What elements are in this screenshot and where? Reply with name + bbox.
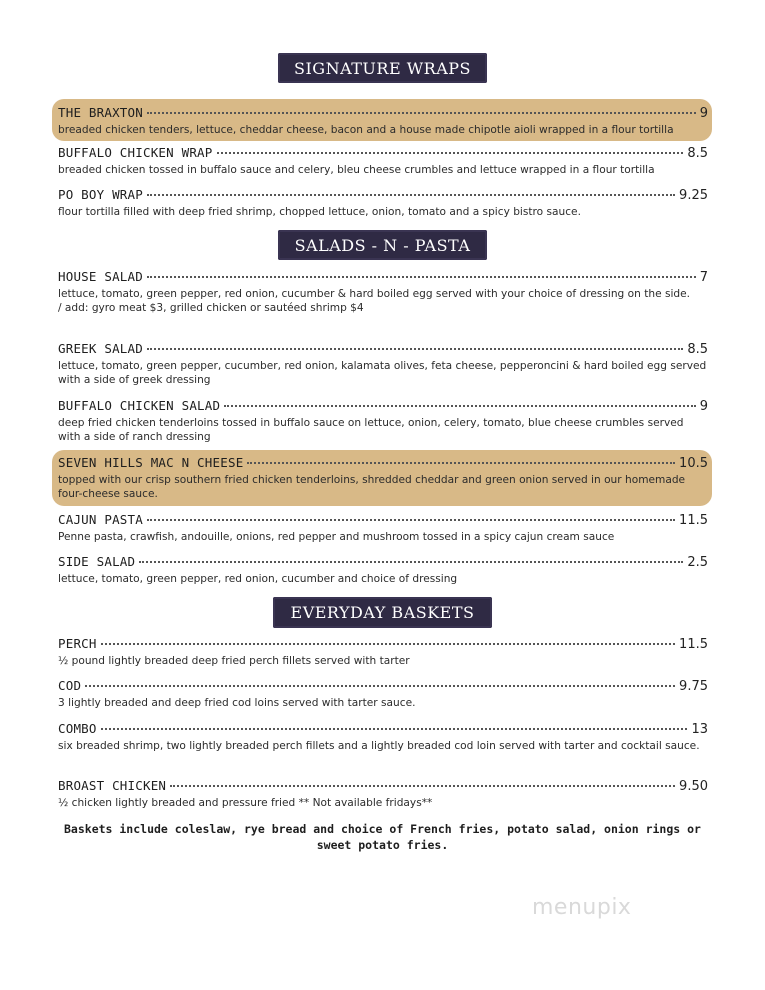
dot-leader	[224, 404, 695, 407]
item-name: GREEK SALAD	[58, 341, 143, 356]
dot-leader	[217, 151, 684, 154]
item-description: lettuce, tomato, green pepper, cucumber, red onion, kalamata olives, feta cheese, pepperoncini & hard boiled egg served with a side of greek dressing	[58, 360, 707, 386]
item-description: ½ chicken lightly breaded and pressure fried ** Not available fridays**	[58, 797, 433, 809]
menu-item-cajun-pasta	[58, 512, 708, 544]
item-name: HOUSE SALAD	[58, 269, 143, 284]
menu-item-buffalo-chicken-wrap	[58, 145, 708, 177]
item-description: flour tortilla filled with deep fried shrimp, chopped lettuce, onion, tomato and a spicy bistro sauce.	[58, 206, 581, 218]
section-banner-salads-n-pasta	[278, 230, 487, 260]
item-name: THE BRAXTON	[58, 105, 143, 120]
item-price: 9	[699, 399, 708, 414]
item-name: BROAST CHICKEN	[58, 778, 167, 793]
section-banner-everyday-baskets	[273, 597, 492, 628]
item-name: COD	[58, 678, 82, 693]
item-price: 9.25	[679, 188, 708, 203]
item-name: SEVEN HILLS MAC N CHEESE	[58, 455, 244, 470]
menu-item-the-braxton	[58, 105, 708, 137]
item-description: lettuce, tomato, green pepper, red onion, cucumber & hard boiled egg served with your choice of dressing on the side.	[58, 288, 691, 300]
item-description: topped with our crisp southern fried chicken tenderloins, shredded cheddar and green onion served in our homemade four-cheese sauce.	[58, 474, 686, 500]
dot-leader	[147, 518, 675, 521]
item-name: PERCH	[58, 636, 97, 651]
menu-item-po-boy-wrap	[58, 187, 708, 219]
item-description: deep fried chicken tenderloins tossed in buffalo sauce on lettuce, onion, celery, tomato, blue cheese crumbles served with a side of ranch dressing	[58, 417, 684, 443]
item-price: 9.75	[679, 679, 708, 694]
menupix-watermark: menupix	[532, 895, 632, 920]
item-name: BUFFALO CHICKEN WRAP	[58, 145, 213, 160]
baskets-footer-note: Baskets include coleslaw, rye bread and choice of French fries, potato salad, onion rings or sweet potato fries.	[64, 822, 701, 852]
menu-item-cod	[58, 678, 708, 710]
item-price: 8.5	[687, 146, 708, 161]
item-description: Penne pasta, crawfish, andouille, onions, red pepper and mushroom tossed in a spicy cajun cream sauce	[58, 531, 615, 543]
menu-item-side-salad	[58, 554, 708, 586]
item-description: breaded chicken tossed in buffalo sauce and celery, bleu cheese crumbles and lettuce wrapped in a flour tortilla	[58, 164, 655, 176]
dot-leader	[101, 642, 675, 645]
menu-item-combo	[58, 721, 708, 753]
item-price: 9.50	[679, 779, 708, 794]
menu-item-greek-salad	[58, 341, 708, 387]
item-price: 13	[691, 722, 708, 737]
item-addon-note: / add: gyro meat $3, grilled chicken or sautéed shrimp $4	[58, 302, 364, 314]
item-price: 9	[699, 106, 708, 121]
item-price: 10.5	[679, 456, 708, 471]
item-description: 3 lightly breaded and deep fried cod loins served with tarter sauce.	[58, 697, 416, 709]
item-price: 7	[699, 270, 708, 285]
item-name: COMBO	[58, 721, 97, 736]
section-title: SALADS - N - PASTA	[294, 235, 471, 255]
item-name: BUFFALO CHICKEN SALAD	[58, 398, 221, 413]
item-name: PO BOY WRAP	[58, 187, 143, 202]
item-price: 11.5	[679, 513, 708, 528]
menu-item-seven-hills-mac-n-cheese	[58, 455, 708, 501]
dot-leader	[147, 347, 683, 350]
dot-leader	[247, 461, 675, 464]
item-description: ½ pound lightly breaded deep fried perch fillets served with tarter	[58, 655, 410, 667]
menu-item-buffalo-chicken-salad	[58, 398, 708, 444]
menu-item-house-salad	[58, 269, 708, 315]
section-title: SIGNATURE WRAPS	[294, 58, 471, 78]
dot-leader	[101, 727, 688, 730]
item-description: six breaded shrimp, two lightly breaded perch fillets and a lightly breaded cod loin served with tarter and cocktail sauce.	[58, 740, 700, 752]
dot-leader	[147, 111, 696, 114]
item-name: SIDE SALAD	[58, 554, 136, 569]
item-description: lettuce, tomato, green pepper, red onion, cucumber and choice of dressing	[58, 573, 458, 585]
dot-leader	[147, 193, 675, 196]
item-description: breaded chicken tenders, lettuce, cheddar cheese, bacon and a house made chipotle aioli wrapped in a flour tortilla	[58, 124, 674, 136]
dot-leader	[147, 275, 696, 278]
dot-leader	[85, 684, 675, 687]
item-price: 2.5	[687, 555, 708, 570]
section-banner-signature-wraps	[278, 53, 487, 83]
item-price: 8.5	[687, 342, 708, 357]
item-price: 11.5	[679, 637, 708, 652]
menu-item-perch	[58, 636, 708, 668]
menu-item-broast-chicken	[58, 778, 708, 810]
item-name: CAJUN PASTA	[58, 512, 143, 527]
dot-leader	[170, 784, 675, 787]
section-title: EVERYDAY BASKETS	[290, 603, 475, 622]
dot-leader	[139, 560, 683, 563]
